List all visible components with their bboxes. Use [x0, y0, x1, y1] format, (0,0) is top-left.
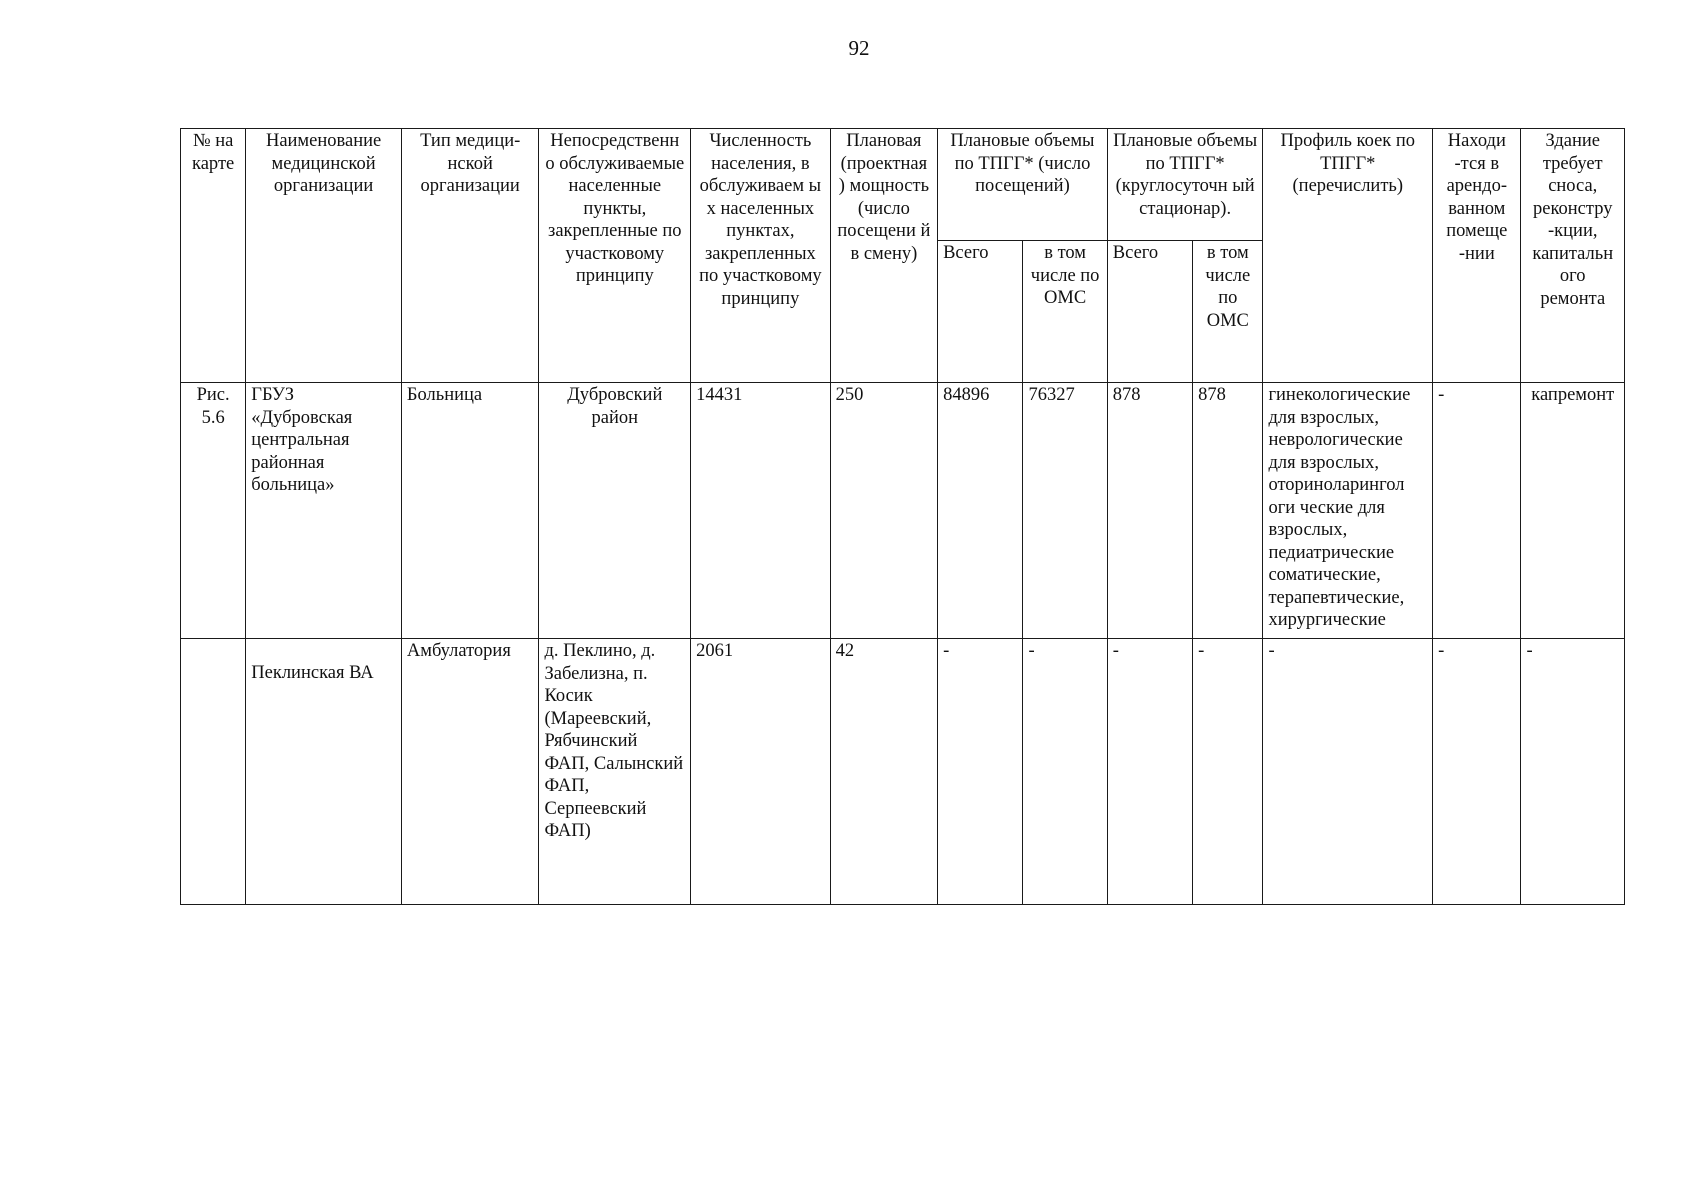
row-building: - [1521, 639, 1625, 905]
row-inpatient-total: 878 [1107, 383, 1192, 639]
row-building: капремонт [1521, 383, 1625, 639]
table-row [181, 639, 1625, 905]
row-inpatient-oms: 878 [1193, 383, 1263, 639]
row-type: Больница [401, 383, 539, 639]
header-building: Здание требует сноса, реконстру -кции, капитальн ого ремонта [1521, 129, 1625, 383]
row-name-text: Пеклинская ВА [251, 663, 374, 683]
row-bed-profile: гинекологические для взрослых, неврологические для взрослых, оториноларингол оги ческие для взрослых, педиатрические соматические, терапевтические, хирургические [1263, 383, 1433, 639]
header-type: Тип медици-нской организации [401, 129, 539, 383]
row-type: Амбулатория [401, 639, 539, 905]
header-rented: Находи -тся в арендо- ванном помеще -нии [1433, 129, 1521, 383]
header-row [181, 129, 1625, 241]
row-visits-total: 84896 [938, 383, 1023, 639]
header-capacity: Плановая (проектная ) мощность (число посещени й в смену) [830, 129, 937, 383]
row-name: ГБУЗ «Дубровская центральная районная больница» [246, 383, 402, 639]
header-population: Численность населения, в обслуживаем ы х населенных пунктах, закрепленных по участковому принципу [691, 129, 831, 383]
row-num: Рис. 5.6 [181, 383, 246, 639]
header-inpatient-oms: в том числе по ОМС [1193, 241, 1263, 383]
row-visits-oms: - [1023, 639, 1107, 905]
row-rented: - [1433, 383, 1521, 639]
row-inpatient-total: - [1107, 639, 1192, 905]
row-population: 2061 [691, 639, 831, 905]
row-population: 14431 [691, 383, 831, 639]
header-settlements: Непосредственн о обслуживаемые населенные пункты, закрепленные по участковому принципу [539, 129, 691, 383]
header-num: № на карте [181, 129, 246, 383]
row-visits-total: - [938, 639, 1023, 905]
header-inpatient-total: Всего [1107, 241, 1192, 383]
row-visits-oms: 76327 [1023, 383, 1107, 639]
row-rented: - [1433, 639, 1521, 905]
page-number: 92 [848, 36, 870, 60]
row-capacity: 250 [830, 383, 937, 639]
table-row [181, 383, 1625, 639]
row-bed-profile: - [1263, 639, 1433, 905]
header-visits-group: Плановые объемы по ТПГГ* (число посещений) [938, 129, 1108, 241]
row-name [246, 639, 402, 905]
header-inpatient-group: Плановые объемы по ТПГГ* (круглосуточн ый стационар). [1107, 129, 1263, 241]
header-visits-oms: в том числе по ОМС [1023, 241, 1107, 383]
row-num [181, 639, 246, 905]
row-settlements: Дубровский район [539, 383, 691, 639]
row-capacity: 42 [830, 639, 937, 905]
header-name: Наименование медицинской организации [246, 129, 402, 383]
header-visits-total: Всего [938, 241, 1023, 383]
header-bed-profile: Профиль коек по ТПГГ* (перечислить) [1263, 129, 1433, 383]
medical-organizations-table [180, 128, 1625, 905]
row-inpatient-oms: - [1193, 639, 1263, 905]
row-settlements: д. Пеклино, д. Забелизна, п. Косик (Мареевский, Рябчинский ФАП, Салынский ФАП, Серпеевский ФАП) [539, 639, 691, 905]
